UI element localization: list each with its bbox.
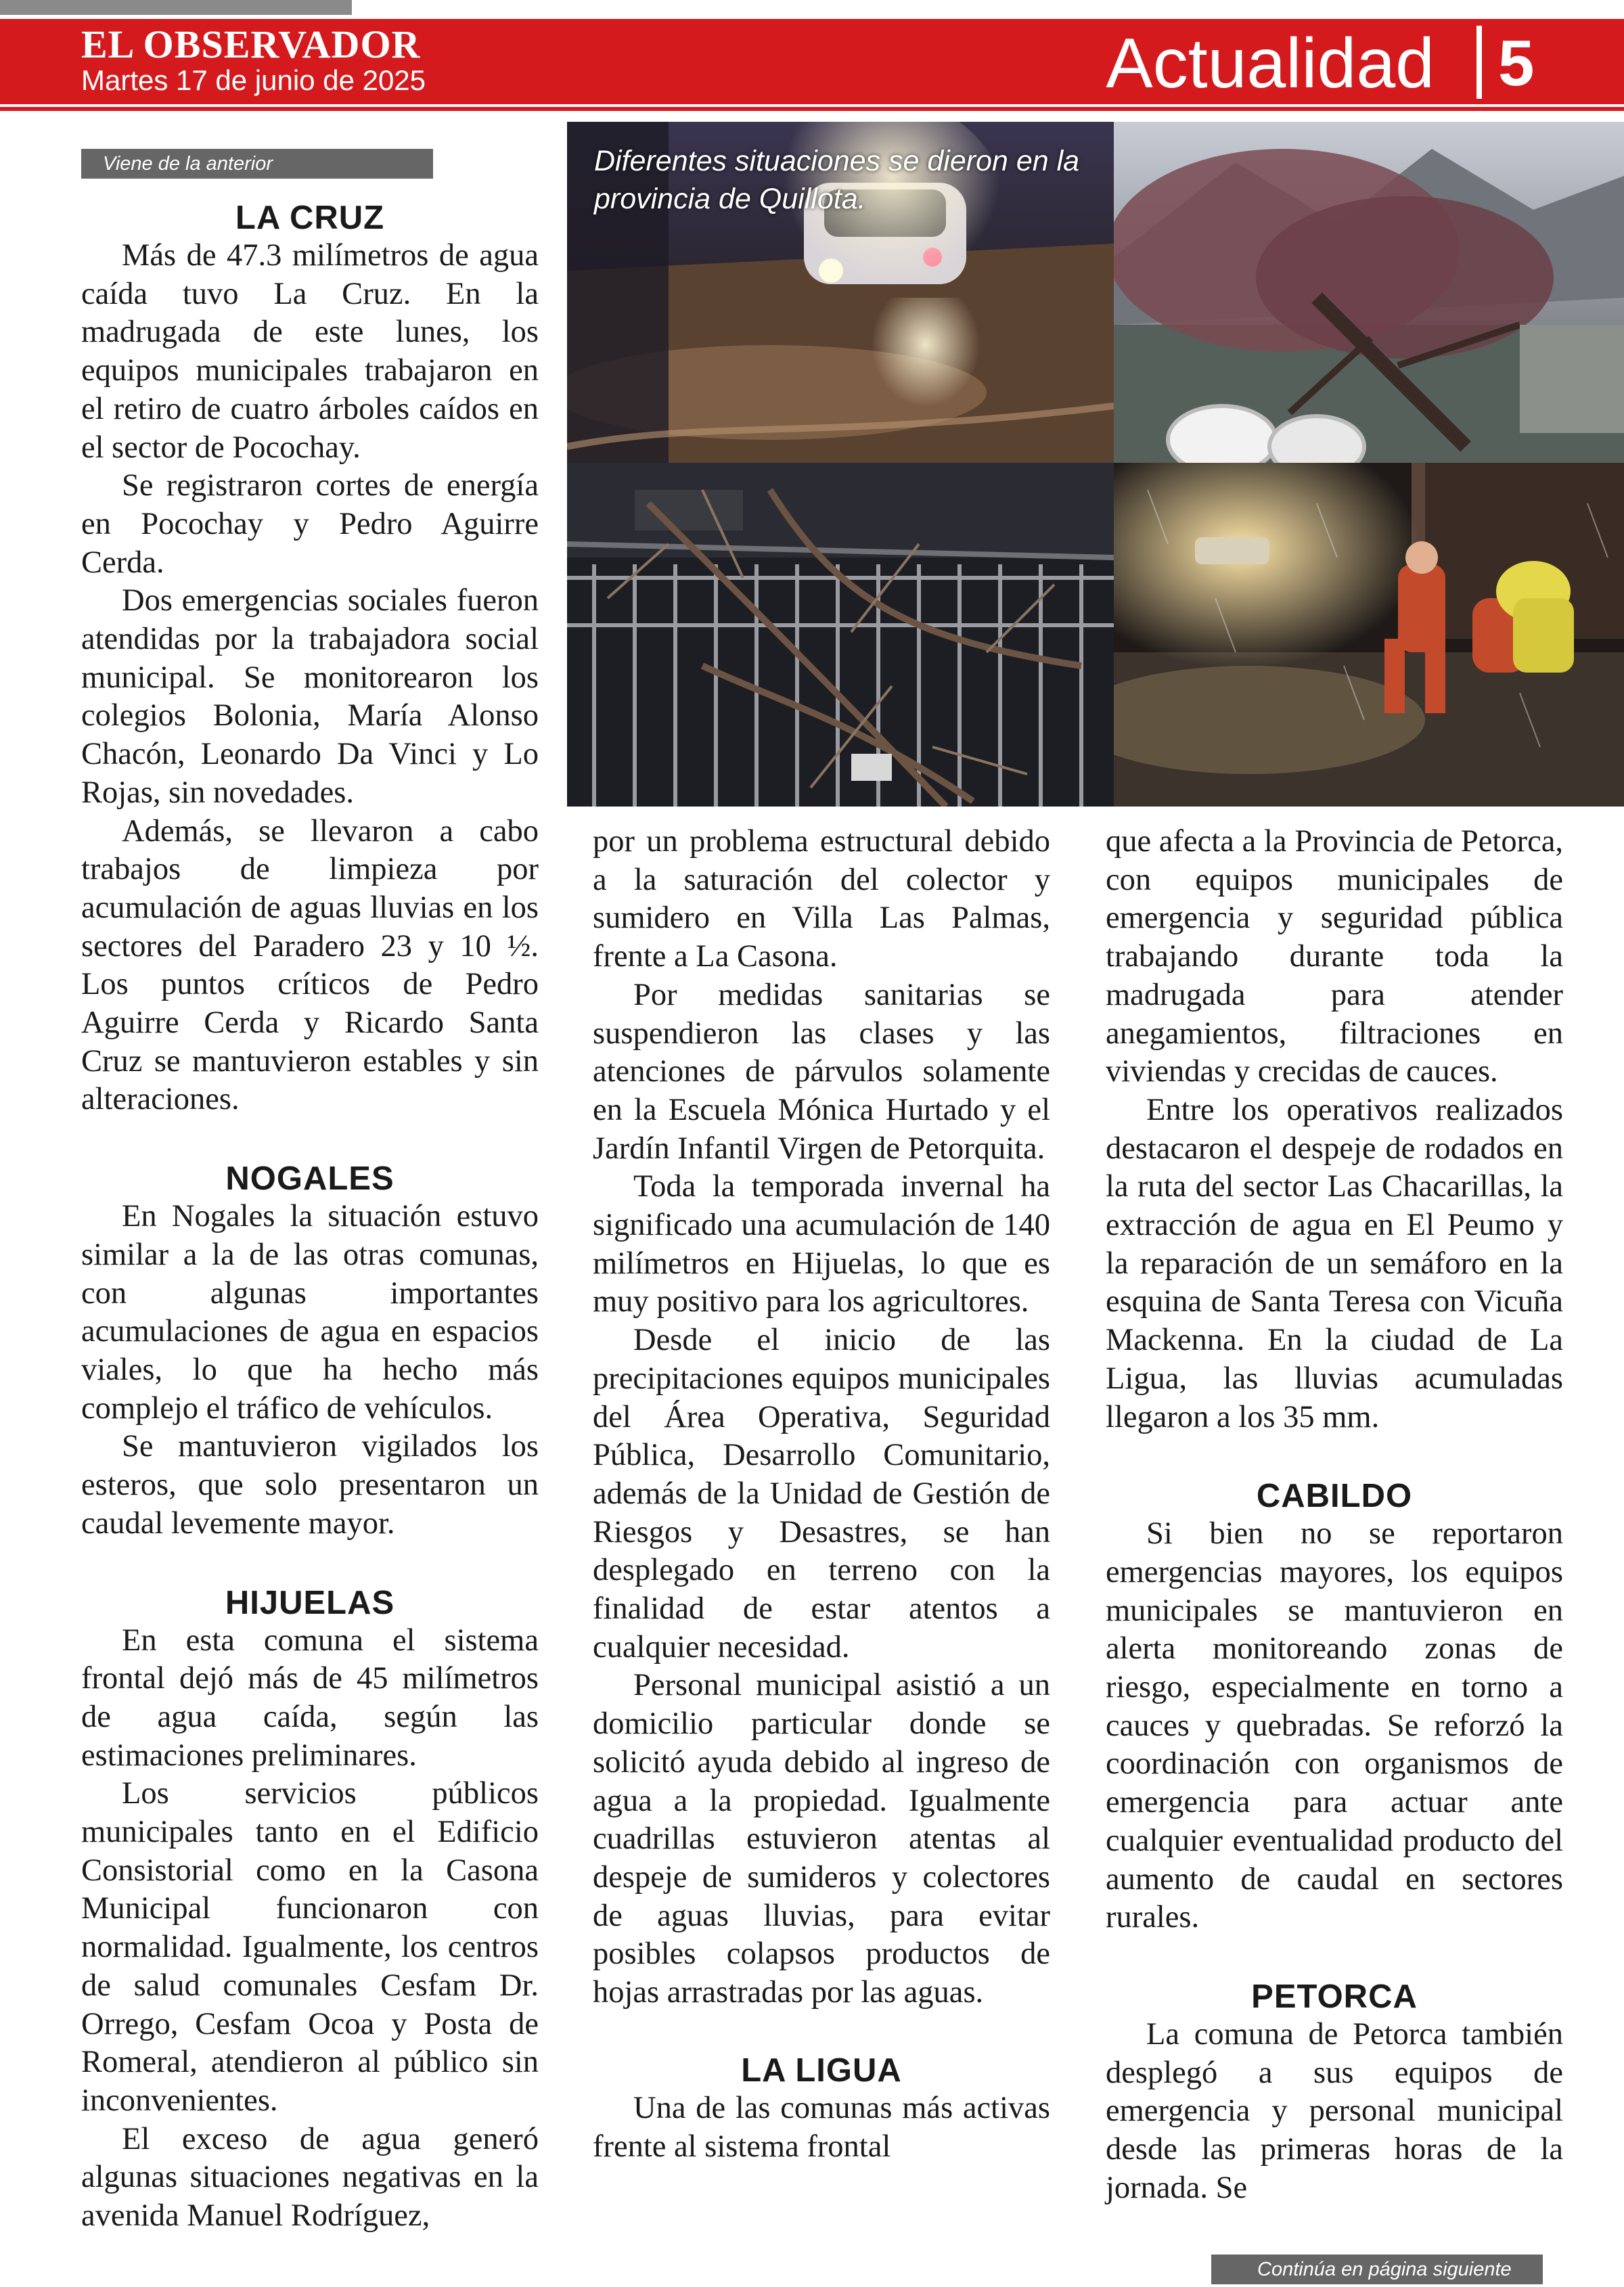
heading-la-ligua: LA LIGUA bbox=[741, 2052, 902, 2089]
heading-petorca: PETORCA bbox=[1251, 1978, 1418, 2015]
top-gray-bar bbox=[0, 0, 352, 15]
continued-from-tag: Viene de la anterior bbox=[81, 149, 433, 179]
paragraph: Más de 47.3 milímetros de agua caída tuvo La Cruz. En la madrugada de este lunes, los equipos municipales trabajaron en el retiro de cuatro árboles caídos en el sector de Pocochay. bbox=[81, 238, 539, 465]
section-title: Actualidad bbox=[1106, 24, 1435, 103]
photo-fallen-tree bbox=[1114, 122, 1624, 463]
paragraph: por un problema estructural debido a la saturación del colector y sumidero en Villa Las Palmas, frente a La Casona. bbox=[593, 824, 1050, 974]
heading-hijuelas: HIJUELAS bbox=[225, 1584, 395, 1621]
paragraph: En esta comuna el sistema frontal dejó más de 45 milímetros de agua caída, según las estimaciones preliminares. bbox=[81, 1623, 539, 1773]
paragraph: Toda la temporada invernal ha significado una acumulación de 140 milímetros en Hijuelas, lo que es muy positivo para los agricultores. bbox=[593, 1169, 1050, 1319]
header-divider bbox=[1476, 26, 1482, 99]
paragraph: La comuna de Petorca también desplegó a sus equipos de emergencia y personal municipal desde las primeras horas de la jornada. Se bbox=[1106, 2016, 1563, 2205]
continues-next-page-tag: Continúa en página siguiente bbox=[1211, 2255, 1543, 2284]
column-1 bbox=[81, 199, 539, 2236]
column-2 bbox=[593, 823, 1050, 2166]
paragraph: Si bien no se reportaron emergencias mayores, los equipos municipales se mantuvieron en alerta monitoreando zonas de riesgo, especialmente en torno a cauces y quebradas. Se reforzó la coordinación con organismos de emergencia para actuar ante cualquier eventualidad producto del aumento de caudal en sectores rurales. bbox=[1106, 1516, 1563, 1935]
photo-flooded-street-car bbox=[567, 122, 1114, 463]
paragraph: Dos emergencias sociales fueron atendidas por la trabajadora social municipal. Se monitorearon los colegios Bolonia, María Alonso Chacón, Leonardo Da Vinci y Lo Rojas, sin novedades. bbox=[81, 583, 539, 810]
heading-nogales: NOGALES bbox=[225, 1160, 394, 1198]
paragraph: En Nogales la situación estuvo similar a la de las otras comunas, con algunas importantes acumulaciones de agua en espacios viales, lo que ha hecho más complejo el tráfico de vehículos. bbox=[81, 1199, 539, 1426]
paragraph: Por medidas sanitarias se suspendieron las clases y las atenciones de párvulos solamente en la Escuela Mónica Hurtado y el Jardín Infantil Virgen de Petorquita. bbox=[593, 977, 1050, 1166]
photo-workers-rain bbox=[1114, 463, 1624, 807]
paragraph: Entre los operativos realizados destacaron el despeje de rodados en la ruta del sector Las Chacarillas, la extracción de agua en El Peumo y la reparación de un semáforo en la esquina de Santa Teresa con Vicuña Mackenna. En la ciudad de La Ligua, las lluvias acumuladas llegaron a los 35 mm. bbox=[1106, 1092, 1563, 1434]
photo-caption: Diferentes situaciones se dieron en la provincia de Quillota. bbox=[594, 145, 1080, 215]
heading-cabildo: CABILDO bbox=[1256, 1478, 1413, 1515]
page-header bbox=[0, 19, 1624, 104]
paragraph: Se mantuvieron vigilados los esteros, que solo presentaron un caudal levemente mayor. bbox=[81, 1429, 539, 1541]
paragraph: Una de las comunas más activas frente al sistema frontal bbox=[593, 2090, 1050, 2164]
paragraph: Desde el inicio de las precipitaciones equipos municipales del Área Operativa, Seguridad Pública, Desarrollo Comunitario, además de la Unidad de Gestión de Riesgos y Desastres, se han desplegado en terreno con la finalidad de estar atentos a cualquier necesidad. bbox=[593, 1323, 1050, 1665]
paragraph: Personal municipal asistió a un domicilio particular donde se solicitó ayuda debido al ingreso de agua a la propiedad. Igualmente cuadrillas estuvieron atentas al despeje de sumideros y colectores de aguas lluvias, para evitar posibles colapsos productos de hojas arrastradas por las aguas. bbox=[593, 1668, 1050, 2010]
photo-tree-on-fence bbox=[567, 463, 1114, 807]
photo-collage bbox=[567, 122, 1624, 807]
paragraph: que afecta a la Provincia de Petorca, con equipos municipales de emergencia y seguridad pública trabajando durante toda la madrugada para atender anegamientos, filtraciones en viviendas y crecidas de cauces. bbox=[1106, 824, 1563, 1089]
paragraph: Los servicios públicos municipales tanto en el Edificio Consistorial como en la Casona Municipal funcionaron con normalidad. Igualmente, los centros de salud comunales Cesfam Dr. Orrego, Cesfam Ocoa y Posta de Romeral, atendieron al público sin inconvenientes. bbox=[81, 1776, 539, 2118]
heading-la-cruz: LA CRUZ bbox=[235, 200, 385, 236]
issue-date: Martes 17 de junio de 2025 bbox=[81, 64, 426, 96]
newspaper-name: EL OBSERVADOR bbox=[81, 22, 421, 66]
header-underline bbox=[0, 107, 1624, 111]
column-3 bbox=[1106, 823, 1563, 2208]
page-number: 5 bbox=[1498, 27, 1535, 99]
paragraph: El exceso de agua generó algunas situaciones negativas en la avenida Manuel Rodríguez, bbox=[81, 2121, 539, 2234]
paragraph: Además, se llevaron a cabo trabajos de limpieza por acumulación de aguas lluvias en los sectores del Paradero 23 y 10 ½. Los puntos críticos de Pedro Aguirre Cerda y Ricardo Santa Cruz se mantuvieron estables y sin alteraciones. bbox=[81, 813, 539, 1117]
paragraph: Se registraron cortes de energía en Pocochay y Pedro Aguirre Cerda. bbox=[81, 468, 539, 580]
